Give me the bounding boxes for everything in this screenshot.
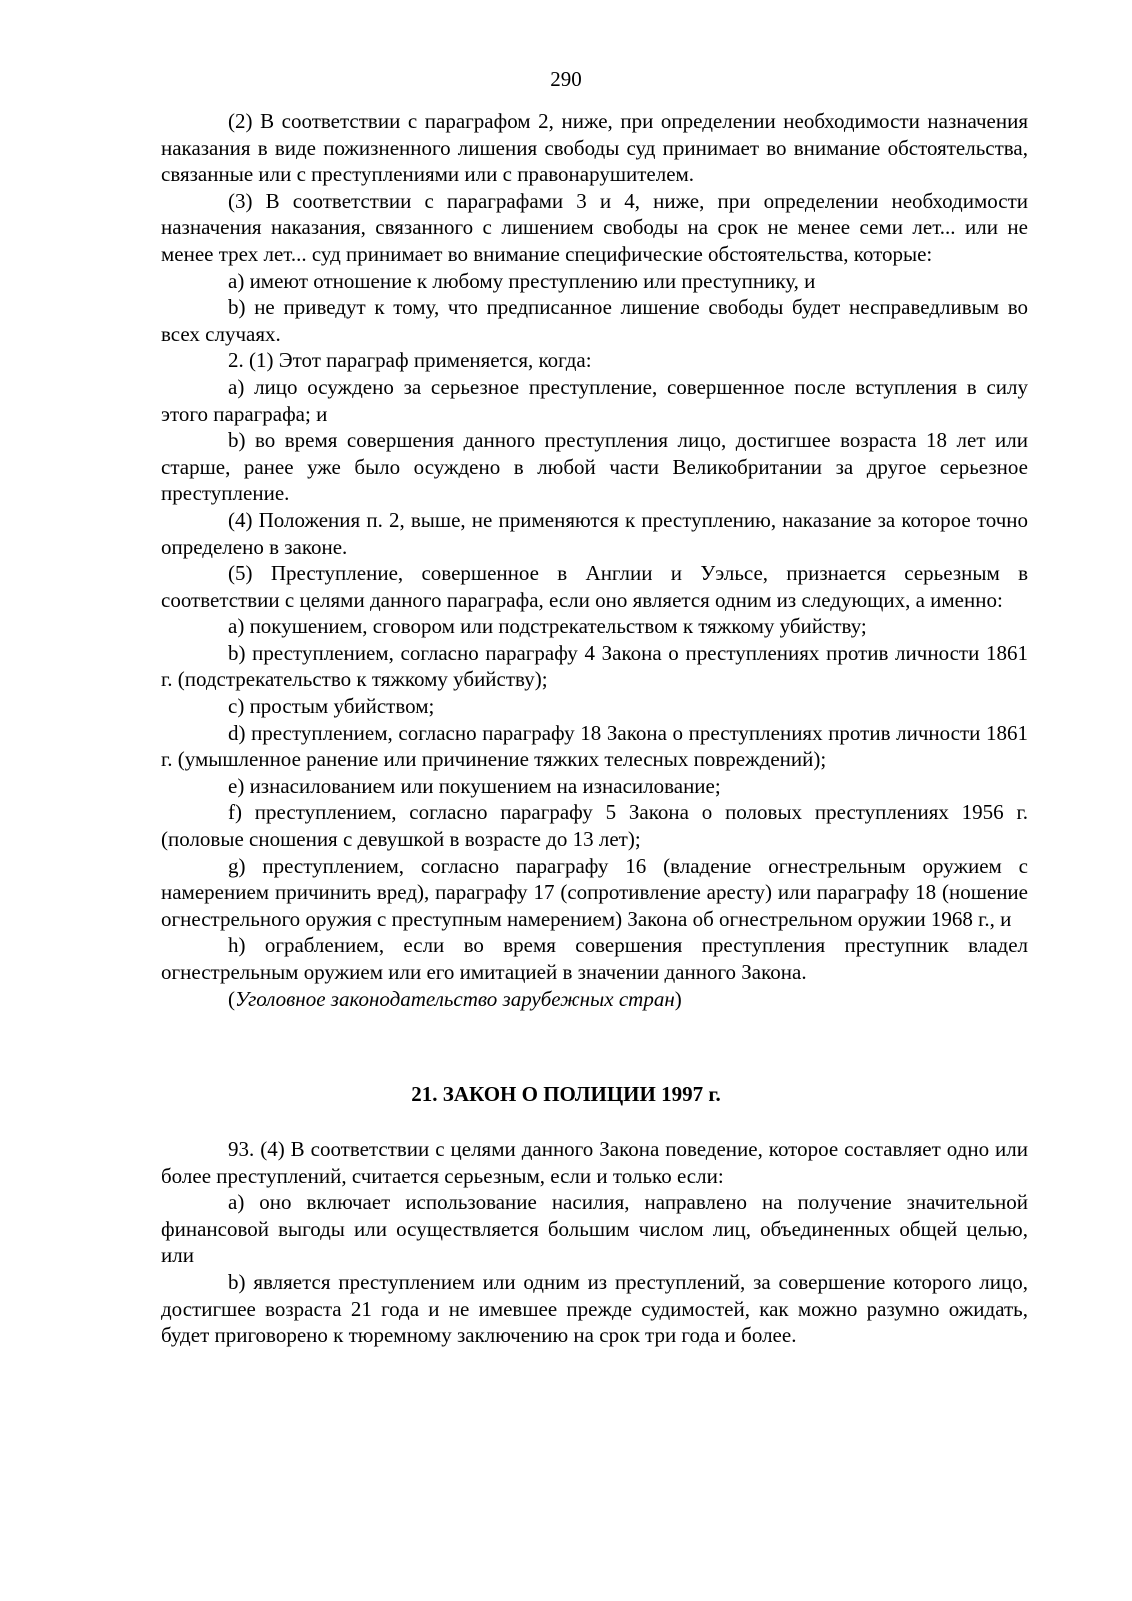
source-title: Уголовное законодательство зарубежных стран — [235, 986, 675, 1011]
list-item: b) во время совершения данного преступления лицо, достигшее возраста 18 лет или старше, ранее уже было осуждено в любой части Великобритании за другое серьезное преступление. — [161, 428, 1028, 506]
list-item: b) преступлением, согласно параграфу 4 Закона о преступлениях против личности 1861 г. (подстрекательство к тяжкому убийству); — [161, 640, 1028, 692]
list-item: a) имеют отношение к любому преступлению или преступнику, и — [228, 268, 816, 293]
source-open-paren: ( — [228, 986, 235, 1011]
list-item: b) не приведут к тому, что предписанное лишение свободы будет несправедливым во всех случаях. — [161, 295, 1028, 346]
list-item: g) преступлением, согласно параграфу 16 (владение огнестрельным оружием с намерением причинить вред), параграфу 17 (сопротивление аресту) или параграфу 18 (ношение огнестрельного оружия с преступным намерением) Закона об огнестрельном оружии 1968 г., и — [161, 853, 1028, 931]
paragraph: 2. (1) Этот параграф применяется, когда: — [228, 348, 592, 373]
source-close-paren: ) — [674, 986, 682, 1011]
list-item: h) ограблением, если во время совершения преступления преступник владел огнестрельным оружием или его имитацией в значении данного Закона. — [161, 933, 1028, 984]
section-heading: 21. ЗАКОН О ПОЛИЦИИ 1997 г. — [411, 1082, 721, 1106]
page-number: 290 — [550, 67, 582, 91]
source-citation — [161, 986, 1028, 1013]
list-item: a) лицо осуждено за серьезное преступление, совершенное после вступления в силу этого параграфа; и — [161, 374, 1028, 426]
paragraph: (3) В соответствии с параграфами 3 и 4, ниже, при определении необходимости назначения наказания, связанного с лишением свободы на срок не менее семи лет... или не менее трех лет... суд принимает во внимание специфические обстоятельства, которые: — [161, 188, 1028, 266]
list-item: f) преступлением, согласно параграфу 5 Закона о половых преступлениях 1956 г. (половые сношения с девушкой в возрасте до 13 лет); — [161, 800, 1028, 852]
list-item: c) простым убийством; — [228, 694, 435, 719]
list-item: b) является преступлением или одним из преступлений, за совершение которого лицо, достигшее возраста 21 года и не имевшее прежде судимостей, как можно разумно ожидать, будет приговорено к тюремному заключению на срок три года и более. — [161, 1269, 1028, 1348]
criminal-justice-act-excerpt — [161, 108, 1028, 1012]
list-item: e) изнасилованием или покушением на изнасилование; — [228, 773, 721, 798]
list-item: a) покушением, сговором или подстрекательством к тяжкому убийству; — [228, 614, 867, 639]
paragraph: (4) Положения п. 2, выше, не применяются к преступлению, наказание за которое точно определено в законе. — [161, 507, 1028, 559]
paragraph: (2) В соответствии с параграфом 2, ниже, при определении необходимости назначения наказания в виде пожизненного лишения свободы суд принимает во внимание обстоятельства, связанные или с преступлениями или с правонарушителем. — [161, 109, 1028, 187]
list-item: d) преступлением, согласно параграфу 18 Закона о преступлениях против личности 1861 г. (умышленное ранение или причинение тяжких телесных повреждений); — [161, 720, 1028, 772]
list-item: a) оно включает использование насилия, направлено на получение значительной финансовой выгоды или осуществляется большим числом лиц, объединенных общей целью, или — [161, 1190, 1028, 1268]
paragraph: (5) Преступление, совершенное в Англии и Уэльсе, признается серьезным в соответствии с целями данного параграфа, если оно является одним из следующих, а именно: — [161, 561, 1028, 612]
police-act-excerpt — [161, 1136, 1028, 1349]
paragraph: 93. (4) В соответствии с целями данного Закона поведение, которое составляет одно или более преступлений, считается серьезным, если и только если: — [161, 1137, 1028, 1188]
